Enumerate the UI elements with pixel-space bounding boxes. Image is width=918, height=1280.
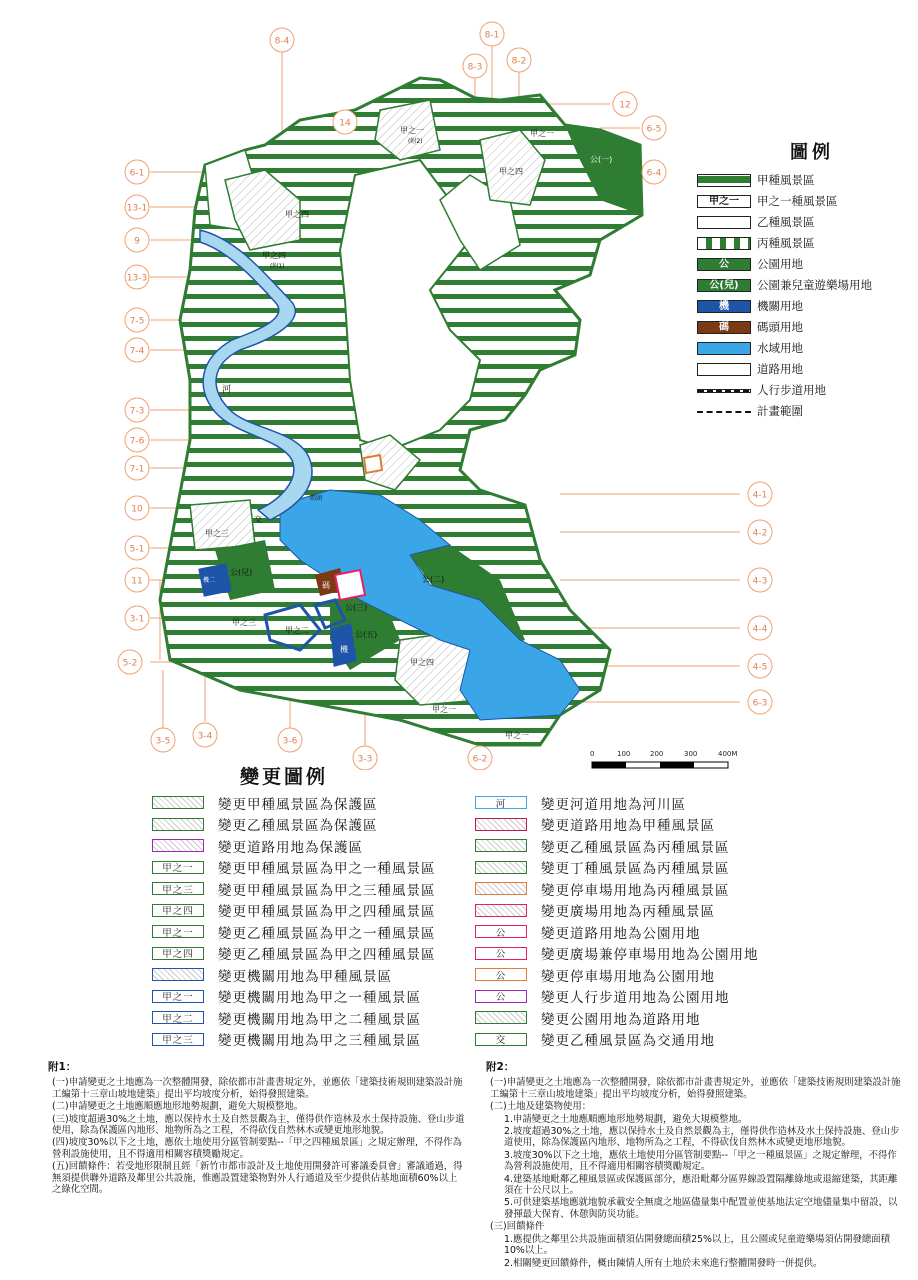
change-legend-label: 變更停車場用地為丙種風景區 — [541, 882, 730, 899]
change-legend-label: 變更甲種風景區為甲之四種風景區 — [218, 904, 436, 921]
note-line: (一)申請變更之土地應為一次整體開發，除依都市計畫書規定外，並應依「建築技術規則建築設計施工編第十三章山坡地建築」提出平均坡度分析，始得發照建築。 — [490, 1077, 901, 1100]
zone-label: 碼頭 — [310, 495, 323, 502]
change-legend-label: 變更停車場用地為公園用地 — [541, 968, 715, 985]
change-legend-item — [475, 814, 759, 836]
zone-note: (附2) — [408, 138, 423, 145]
change-legend-label: 變更道路用地為甲種風景區 — [541, 818, 715, 835]
sheet-marker-label: 7-6 — [129, 436, 145, 447]
legend-item — [697, 300, 907, 321]
zone-label: 甲之一 — [505, 731, 529, 740]
legend-swatch — [697, 216, 751, 229]
change-legend-label: 變更乙種風景區為交通用地 — [541, 1033, 715, 1050]
scale-tick: 100 — [617, 750, 631, 758]
sheet-marker-label: 6-2 — [472, 754, 488, 765]
legend-item — [697, 195, 907, 216]
note-line: 4.建築基地毗鄰乙種風景區或保護區部分，應沿毗鄰分區界線設置隔離綠地或退縮建築，其距離須在十公尺以上。 — [504, 1173, 898, 1197]
change-legend-item — [152, 900, 436, 922]
scale-bar — [590, 748, 745, 774]
note-line: 1.申請變更之土地應順應地形地勢規劃，避免大規模整地。 — [504, 1113, 748, 1125]
legend-swatch: 機 — [697, 300, 751, 313]
change-legend-item — [152, 986, 436, 1008]
change-legend-item — [475, 900, 759, 922]
note-line: (三)坡度超過30%之土地，應以保持水土及自然景觀為主，僅得供作造林及水土保持設施、登山步道使用，除為保護區內地形、地物所為之工程，不得砍伐自然林木或變更地形地貌。 — [52, 1113, 465, 1137]
change-legend-swatch: 公 — [475, 947, 527, 960]
legend-swatch — [697, 389, 751, 393]
sheet-marker-label: 7-5 — [129, 316, 145, 327]
change-legend-item — [152, 1029, 436, 1051]
legend-label: 乙種風景區 — [757, 215, 815, 229]
change-legend-swatch: 甲之二 — [152, 1011, 204, 1024]
notes-2 — [486, 1062, 904, 1270]
legend-item — [697, 405, 907, 426]
change-legend-swatch: 甲之一 — [152, 861, 204, 874]
change-legend-swatch: 公 — [475, 925, 527, 938]
sheet-marker-label: 5-1 — [129, 544, 145, 555]
legend-item — [697, 342, 907, 363]
change-legend-swatch — [152, 839, 204, 852]
change-legend-label: 變更乙種風景區為甲之一種風景區 — [218, 925, 436, 942]
legend-swatch — [697, 174, 751, 187]
change-legend-title: 變更圖例 — [240, 766, 329, 788]
note-line: 2.相關變更回饋條件，概由陳情人所有土地於未來進行整體開發時一併提供。 — [504, 1257, 823, 1269]
note-line: 5.可供建築基地應就地貌承載安全無虞之地區儘量集中配置並使基地法定空地儘量集中留設，以發揮最大保育、休憩與防災功能。 — [504, 1197, 898, 1220]
scale-tick: 200 — [650, 750, 664, 758]
legend-swatch: 甲之一 — [697, 195, 751, 208]
change-legend-left — [152, 792, 436, 1050]
sheet-marker-label: 4-3 — [752, 576, 768, 587]
sheet-marker-label: 8-4 — [274, 36, 290, 47]
zone-label: 公(兒) — [230, 568, 253, 577]
change-legend-label: 變更道路用地為公園用地 — [541, 925, 701, 942]
change-legend-item — [475, 857, 759, 879]
legend-label: 人行步道用地 — [757, 383, 826, 397]
legend-item — [697, 216, 907, 237]
legend-label: 碼頭用地 — [757, 320, 803, 334]
legend-label: 計畫範圍 — [757, 404, 803, 418]
notes-2-title: 附2： — [486, 1061, 515, 1073]
zone-label: 公(五) — [355, 630, 378, 639]
zone-label: 甲之四 — [410, 658, 434, 667]
sheet-marker-label: 4-1 — [752, 490, 768, 501]
zone-label: 交 — [254, 515, 262, 524]
changed-road — [335, 570, 365, 600]
zone-label: 甲之四 — [285, 210, 309, 219]
note-line: 2.坡度超過30%之土地，應以保持水土及自然景觀為主，僅得供作造林及水土保持設施、登山步道使用，除為保護區內地形、地物所為之工程，不得砍伐自然林木或變更地形地貌。 — [504, 1126, 900, 1149]
change-legend-swatch: 甲之四 — [152, 904, 204, 917]
change-legend-label: 變更人行步道用地為公園用地 — [541, 990, 730, 1007]
notes-1 — [48, 1062, 466, 1196]
change-legend-item — [475, 878, 759, 900]
zone-label: 甲之一 — [530, 129, 554, 138]
legend-label: 道路用地 — [757, 362, 803, 376]
zone-label: 公(三) — [345, 603, 368, 612]
change-legend-swatch: 甲之三 — [152, 882, 204, 895]
note-line: (四)坡度30%以下之土地，應依土地使用分區管制要點--「甲之四種風景區」之規定辦理，不得作為營利設施使用，且不得適用相關容積獎勵規定。 — [52, 1137, 462, 1160]
zone-label: 甲之一 — [400, 126, 424, 135]
sheet-marker-label: 11 — [131, 576, 143, 587]
sheet-marker-label: 13-3 — [126, 273, 148, 284]
scale-tick: 0 — [590, 750, 595, 758]
change-legend-right — [475, 792, 759, 1050]
note-line: 3.坡度30%以下之土地，應依土地使用分區管制要點--「甲之一種風景區」之規定辦理，不得作為營利設施使用，且不得適用相關容積獎勵規定。 — [504, 1149, 897, 1173]
legend-label: 公園兼兒童遊樂場用地 — [757, 278, 872, 292]
change-legend-swatch: 甲之一 — [152, 990, 204, 1003]
note-line: 1.應提供之鄰里公共設施面積須佔開發總面積25%以上，且公園或兒童遊樂場須佔開發總面積10%以上。 — [504, 1233, 891, 1257]
legend-item — [697, 174, 907, 195]
sheet-marker-label: 4-5 — [752, 662, 768, 673]
change-legend-item — [475, 943, 759, 965]
sheet-marker-label: 3-4 — [197, 731, 213, 742]
change-legend-item — [475, 964, 759, 986]
legend-item — [697, 237, 907, 258]
legend-item — [697, 279, 907, 300]
river-label: 河 — [222, 385, 232, 395]
change-legend-label: 變更甲種風景區為保護區 — [218, 796, 378, 813]
changed-parking — [364, 455, 382, 473]
change-legend-label: 變更丁種風景區為丙種風景區 — [541, 861, 730, 878]
legend-swatch — [697, 237, 751, 250]
sheet-marker-label: 3-6 — [282, 736, 298, 747]
change-legend-label: 變更機關用地為甲之二種風景區 — [218, 1011, 421, 1028]
change-legend-item — [152, 857, 436, 879]
change-legend-label: 變更乙種風景區為丙種風景區 — [541, 839, 730, 856]
sheet-marker-label: 6-5 — [646, 124, 662, 135]
change-legend-item — [475, 1007, 759, 1029]
legend-swatch: 公(兒) — [697, 279, 751, 292]
change-legend-swatch: 甲之四 — [152, 947, 204, 960]
zone-label: 機 — [340, 645, 348, 654]
legend-swatch — [697, 411, 751, 413]
legend-label: 甲之一種風景區 — [757, 194, 838, 208]
sheet-marker-label: 4-2 — [752, 528, 768, 539]
zone-note: (附1) — [270, 263, 285, 270]
note-line: (一)申請變更之土地應為一次整體開發，除依都市計畫書規定外，並應依「建築技術規則建築設計施工編第十三章山坡地建築」提出平均坡度分析，始得發照建築。 — [52, 1077, 463, 1100]
sheet-marker-label: 3-5 — [155, 736, 171, 747]
zone-label: 甲之一 — [432, 705, 456, 714]
legend-item — [697, 258, 907, 279]
change-legend-swatch — [152, 818, 204, 831]
sheet-marker-label: 4-4 — [752, 624, 768, 635]
note-line: (二)申請變更之土地應順應地形地勢規劃，避免大規模整地。 — [52, 1101, 304, 1113]
sheet-marker-label: 12 — [619, 100, 631, 111]
sheet-marker-label: 5-2 — [122, 658, 138, 669]
change-legend-label: 變更公園用地為道路用地 — [541, 1011, 701, 1028]
sheet-marker-label: 7-3 — [129, 406, 145, 417]
legend-label: 機關用地 — [757, 299, 803, 313]
change-legend-item — [152, 921, 436, 943]
change-legend-swatch — [152, 968, 204, 981]
legend-title: 圖例 — [790, 142, 834, 163]
change-legend-item — [152, 814, 436, 836]
change-legend-swatch — [475, 839, 527, 852]
change-legend-item — [475, 835, 759, 857]
sheet-marker-label: 7-1 — [129, 464, 145, 475]
change-legend-item — [152, 1007, 436, 1029]
zone-label: 碼 — [322, 581, 330, 590]
change-legend-item — [475, 921, 759, 943]
change-legend-swatch: 甲之一 — [152, 925, 204, 938]
change-legend-label: 變更道路用地為保護區 — [218, 839, 363, 856]
legend-swatch: 公 — [697, 258, 751, 271]
sheet-marker-label: 6-3 — [752, 698, 768, 709]
legend-label: 公園用地 — [757, 257, 803, 271]
change-legend-item — [475, 986, 759, 1008]
change-legend-item — [152, 943, 436, 965]
change-legend-swatch: 公 — [475, 990, 527, 1003]
sheet-marker-label: 9 — [134, 236, 140, 247]
note-line: (三)回饋條件 — [490, 1221, 545, 1233]
zone-label: 公(一) — [590, 155, 613, 164]
legend-item — [697, 363, 907, 384]
changed-zone-6 — [190, 500, 255, 550]
sheet-marker-label: 10 — [131, 504, 143, 515]
legend-swatch — [697, 342, 751, 355]
change-legend-label: 變更廣場兼停車場用地為公園用地 — [541, 947, 759, 964]
change-legend-label: 變更乙種風景區為甲之四種風景區 — [218, 947, 436, 964]
sheet-marker-label: 3-3 — [357, 754, 373, 765]
change-legend-swatch — [475, 861, 527, 874]
change-legend-item — [475, 792, 759, 814]
change-legend-label: 變更甲種風景區為甲之一種風景區 — [218, 861, 436, 878]
sheet-marker-label: 7-4 — [129, 346, 145, 357]
legend-item — [697, 321, 907, 342]
change-legend-swatch — [152, 796, 204, 809]
note-line: (二)土地及建築物使用： — [490, 1101, 592, 1113]
change-legend-swatch — [475, 904, 527, 917]
zone-label: 甲之四 — [499, 167, 523, 176]
legend-label: 甲種風景區 — [757, 173, 815, 187]
legend-item — [697, 384, 907, 405]
legend-swatch: 碼 — [697, 321, 751, 334]
change-legend-swatch: 甲之三 — [152, 1033, 204, 1046]
zone-label: 甲之二 — [285, 626, 309, 635]
change-legend-label: 變更甲種風景區為甲之三種風景區 — [218, 882, 436, 899]
zone-label: 機二 — [203, 577, 216, 584]
sheet-marker-label: 6-1 — [129, 168, 145, 179]
change-legend-label: 變更乙種風景區為保護區 — [218, 818, 378, 835]
zone-label: 公(二) — [422, 575, 445, 584]
change-legend-swatch — [475, 1011, 527, 1024]
scale-tick: 400M — [718, 750, 738, 758]
change-legend-label: 變更機關用地為甲種風景區 — [218, 968, 392, 985]
zone-label: 甲之三 — [205, 529, 229, 538]
sheet-marker-label: 3-1 — [129, 614, 145, 625]
note-line: (五)回饋條件：若受地形限制且經「新竹市都市設計及土地使用開發許可審議委員會」審議通過，得無須提供聯外道路及鄰里公共設施，惟應設置建築物對外人行通道及至少提供佔基地面積60%以上之綠化空間。 — [52, 1161, 463, 1196]
sheet-marker-label: 14 — [339, 118, 351, 129]
change-legend-swatch: 交 — [475, 1033, 527, 1046]
change-legend-item — [475, 1029, 759, 1051]
legend-swatch — [697, 363, 751, 376]
change-legend-item — [152, 792, 436, 814]
change-legend-swatch — [475, 818, 527, 831]
notes-1-title: 附1： — [48, 1061, 77, 1073]
zone-label: 甲之四 — [262, 251, 286, 260]
legend-label: 丙種風景區 — [757, 236, 815, 250]
legend-label: 水域用地 — [757, 341, 803, 355]
change-legend-item — [152, 878, 436, 900]
change-legend-swatch: 河 — [475, 796, 527, 809]
change-legend-label: 變更機關用地為甲之三種風景區 — [218, 1033, 421, 1050]
change-legend-swatch: 公 — [475, 968, 527, 981]
sheet-marker-label: 13-1 — [126, 203, 148, 214]
change-legend-item — [152, 835, 436, 857]
change-legend-swatch — [475, 882, 527, 895]
sheet-marker-label: 8-1 — [484, 30, 500, 41]
zone-label: 甲之三 — [232, 618, 256, 627]
scale-tick: 300 — [684, 750, 698, 758]
change-legend-label: 變更廣場用地為丙種風景區 — [541, 904, 715, 921]
change-legend-item — [152, 964, 436, 986]
sheet-marker-label: 6-4 — [646, 168, 662, 179]
change-legend-label: 變更河道用地為河川區 — [541, 796, 686, 813]
map-legend — [697, 138, 907, 426]
sheet-marker-label: 8-2 — [511, 56, 527, 67]
sheet-marker-label: 8-3 — [467, 62, 483, 73]
change-legend-label: 變更機關用地為甲之一種風景區 — [218, 990, 421, 1007]
